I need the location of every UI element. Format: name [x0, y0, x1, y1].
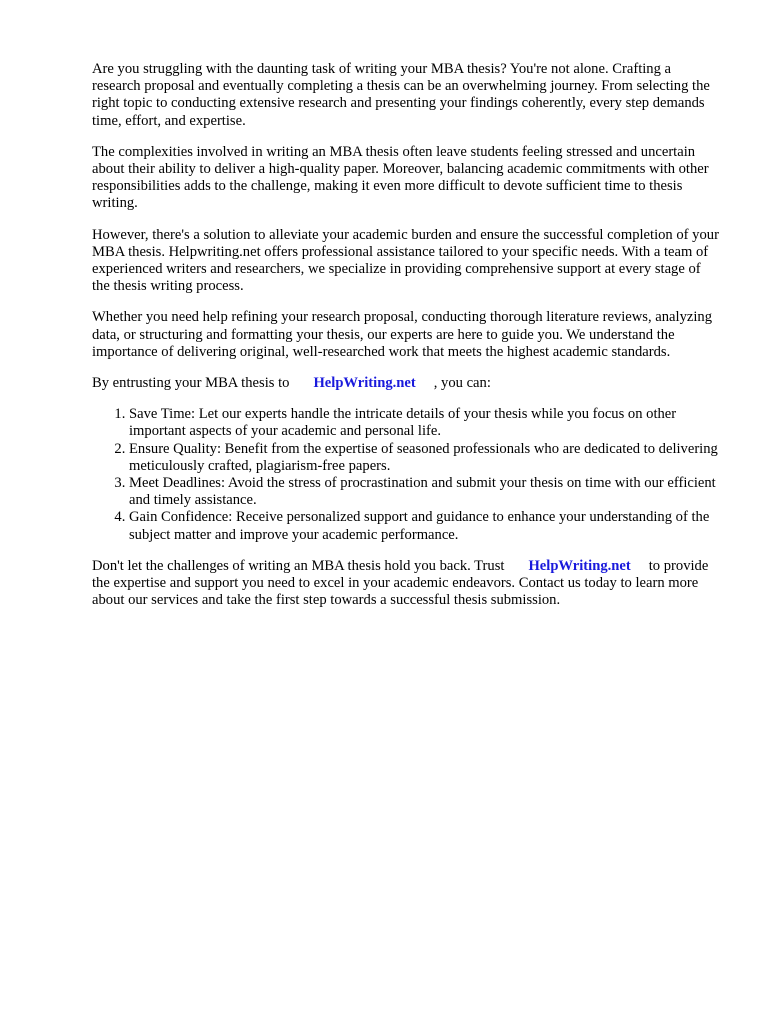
entrusting-text: By entrusting your MBA thesis to [92, 375, 290, 392]
paragraph-guidance: Whether you need help refining your research proposal, conducting thorough literature reviews, analyzing data, or structuring and formatting your thesis, our experts are here to guide you. We understand the importance of delivering original, well-researched work that meets the highest academic standards. [92, 309, 713, 360]
helpwriting-link[interactable]: HelpWriting.net [313, 375, 416, 392]
list-item: 1. Save Time: Let our experts handle the intricate details of your thesis while you focus on other important aspects of your academic and personal life. [129, 406, 722, 440]
entrusting-suffix: , you can: [433, 375, 491, 392]
helpwriting-link-closing[interactable]: HelpWriting.net [528, 557, 631, 574]
paragraph-complexities: The complexities involved in writing an MBA thesis often leave students feeling stressed and uncertain about their ability to deliver a high-quality paper. Moreover, balancing academic commitments with other responsibilities adds to the challenge, making it even more difficult to devote sufficient time to thesis writing. [92, 143, 709, 212]
paragraph-closing [92, 558, 722, 610]
benefits-list [92, 406, 722, 544]
document-body [92, 61, 722, 623]
list-item: 3. Meet Deadlines: Avoid the stress of procrastination and submit your thesis on time with our efficient and timely assistance. [129, 475, 722, 509]
list-item: 2. Ensure Quality: Benefit from the expertise of seasoned professionals who are dedicated to delivering meticulously crafted, plagiarism-free papers. [129, 441, 722, 475]
paragraph-solution: However, there's a solution to alleviate your academic burden and ensure the successful completion of your MBA thesis. Helpwriting.net offers professional assistance tailored to your specific needs. With a team of experienced writers and researchers, we specialize in providing comprehensive support at every stage of the thesis writing process. [92, 226, 719, 295]
paragraph-entrusting [92, 375, 722, 392]
list-item: 4. Gain Confidence: Receive personalized support and guidance to enhance your understanding of the subject matter and improve your academic performance. [129, 509, 722, 543]
closing-text: Don't let the challenges of writing an MBA thesis hold you back. Trust [92, 557, 505, 574]
paragraph-intro: Are you struggling with the daunting task of writing your MBA thesis? You're not alone. Crafting a research proposal and eventually completing a thesis can be an overwhelming journey. From selecting the right topic to conducting extensive research and presenting your findings coherently, every step demands time, effort, and expertise. [92, 61, 710, 129]
closing-suffix: to provide the expertise and support you need to excel in your academic endeavors. Contact us today to learn more about our services and take the first step towards a successful thesis submission. [92, 557, 709, 609]
